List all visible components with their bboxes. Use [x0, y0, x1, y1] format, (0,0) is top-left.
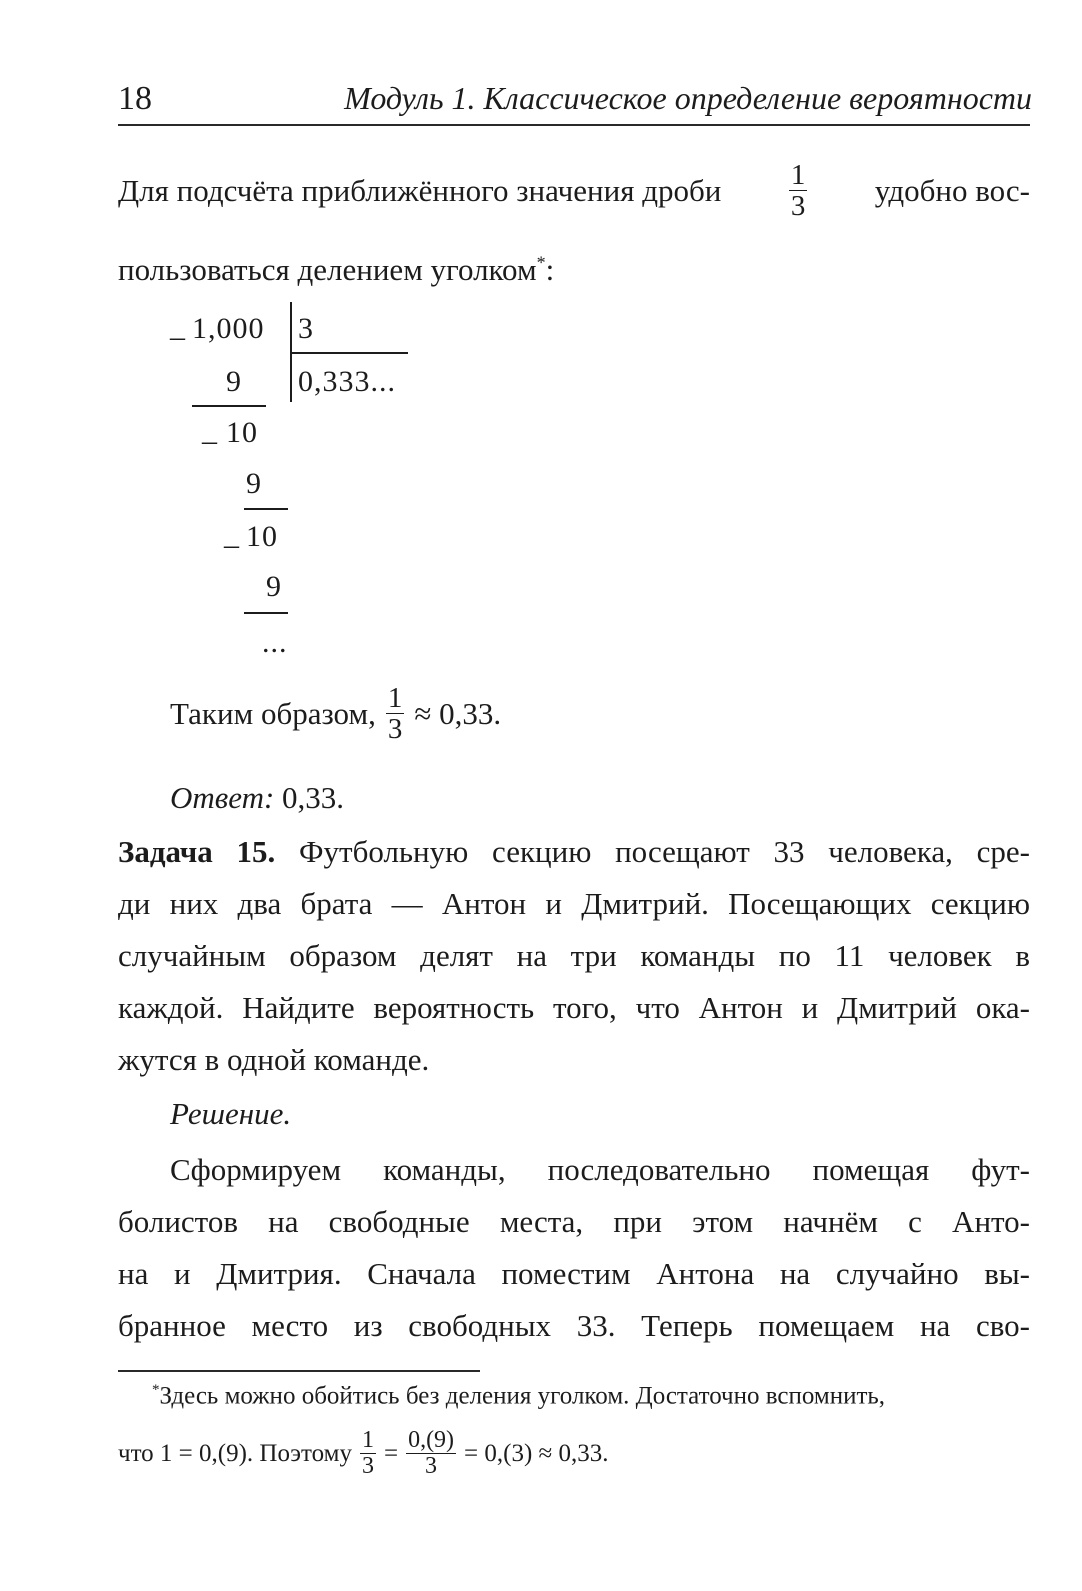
fraction-denominator: 3 — [387, 713, 403, 746]
division-rule-3 — [244, 612, 288, 614]
problem-label: Задача 15. — [118, 834, 276, 869]
footnote-rule — [118, 1370, 480, 1372]
divisor: 3 — [298, 312, 314, 345]
fraction-numerator: 0,(9) — [408, 1427, 455, 1453]
footnote-equals: = — [383, 1439, 399, 1467]
footnote-text-1: Здесь можно обойтись без деления уголком. Достаточно вспомнить, — [159, 1382, 886, 1410]
solution-line-3: на и Дмитрия. Сначала поместим Антона на случайно вы- — [118, 1256, 1030, 1291]
fraction-numerator: 1 — [790, 159, 806, 191]
solution-line-1: Сформируем команды, последовательно помещая фут- — [170, 1152, 1030, 1187]
problem-line-3: случайным образом делят на три команды по 11 человек в — [118, 938, 1030, 973]
intro-line-2-text: пользоваться делением уголком — [118, 252, 537, 287]
answer-label: Ответ: — [170, 780, 275, 815]
problem-line-4: каждой. Найдите вероятность того, что Антон и Дмитрий ока- — [118, 990, 1030, 1025]
solution-line-4: бранное место из свободных 33. Теперь помещаем на сво- — [118, 1308, 1030, 1343]
solution-label: Решение. — [170, 1096, 292, 1131]
solution-line-2: болистов на свободные места, при этом начнём с Анто- — [118, 1204, 1030, 1239]
division-step-1: 9 — [226, 365, 242, 398]
divisor-underline — [290, 352, 408, 354]
footnote-mark: * — [152, 1382, 160, 1398]
conclusion — [170, 683, 501, 745]
problem-line-5: жутся в одной команде. — [118, 1042, 430, 1077]
answer — [170, 780, 344, 816]
division-step-2: 10 — [226, 416, 258, 449]
fraction-numerator: 1 — [361, 1427, 374, 1453]
fraction-denominator: 3 — [361, 1453, 374, 1480]
conclusion-prefix: Таким образом, — [170, 695, 376, 731]
division-rule-2 — [244, 508, 288, 510]
footnote-fraction-2 — [406, 1428, 456, 1479]
conclusion-fraction — [386, 683, 405, 745]
division-ellipsis: ... — [262, 626, 288, 659]
intro-text-after: удобно вос- — [874, 172, 1030, 208]
intro-text-before: Для подсчёта приближённого значения дроби — [118, 172, 722, 208]
fraction-denominator: 3 — [790, 190, 806, 223]
intro-line-2 — [118, 252, 554, 288]
intro-colon: : — [545, 252, 555, 287]
fraction-denominator: 3 — [406, 1453, 456, 1479]
problem-text: Футбольную секцию посещают 33 человека, сре- — [299, 834, 1030, 869]
division-minus-2: _ — [202, 414, 218, 447]
division-rule-1 — [192, 405, 266, 407]
running-title: Модуль 1. Классическое определение вероятности — [344, 80, 1032, 116]
footnote-fraction-1 — [360, 1428, 376, 1479]
division-step-5: 9 — [266, 570, 282, 603]
division-step-4: 10 — [246, 520, 278, 553]
fraction-one-third — [789, 160, 808, 222]
quotient: 0,333... — [298, 365, 396, 398]
dividend: 1,000 — [192, 312, 265, 345]
conclusion-suffix: ≈ 0,33. — [414, 695, 502, 731]
fraction-numerator: 1 — [387, 682, 403, 714]
footnote-line-2 — [118, 1428, 609, 1479]
page-number: 18 — [118, 80, 152, 117]
problem-line-1 — [118, 834, 1030, 870]
footnote-text-2: что 1 = 0,(9). Поэтому — [118, 1439, 352, 1467]
answer-value: 0,33. — [282, 780, 345, 815]
division-step-3: 9 — [246, 467, 262, 500]
footnote-reference: * — [536, 252, 546, 273]
footnote-line-1 — [152, 1382, 885, 1410]
header-rule — [118, 124, 1030, 126]
division-minus-1: _ — [170, 310, 186, 343]
problem-line-2: ди них два брата — Антон и Дмитрий. Посещающих секцию — [118, 886, 1030, 921]
division-minus-3: _ — [224, 518, 240, 551]
intro-line-1 — [118, 160, 1030, 222]
footnote-text-3: = 0,(3) ≈ 0,33. — [464, 1439, 609, 1467]
